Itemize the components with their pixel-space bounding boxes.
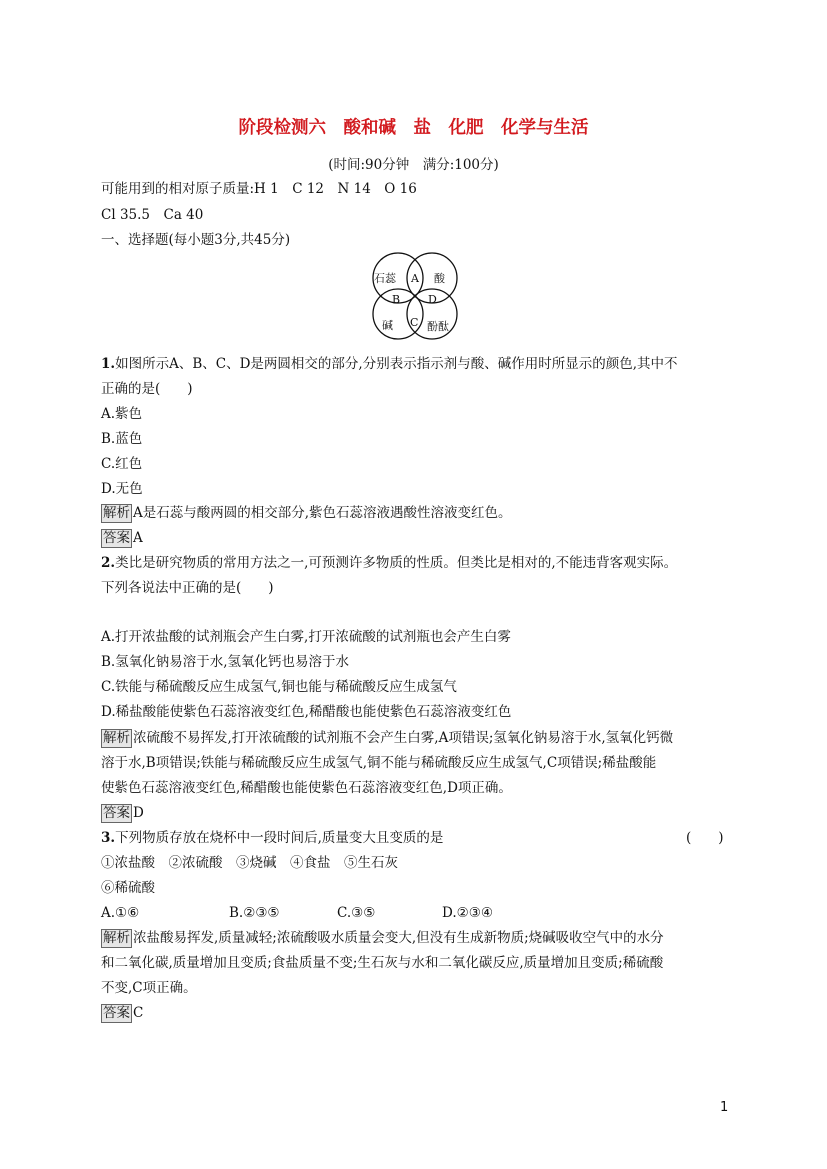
- q3-analysis-line-2: 和二氧化碳,质量增加且变质;食盐质量不变;生石灰与水和二氧化碳反应,质量增加且变质;稀硫酸: [101, 955, 664, 971]
- q1-option-d: D.无色: [101, 481, 143, 497]
- q3-option-a: A.①⑥: [101, 905, 140, 921]
- q1-stem-text-1: 如图所示A、B、C、D是两圆相交的部分,分别表示指示剂与酸、碱作用时所显示的颜色,其中不: [115, 356, 678, 372]
- page-title: 阶段检测六 酸和碱 盐 化肥 化学与生活: [238, 118, 589, 138]
- q3-answer: [101, 1003, 143, 1023]
- q3-number: 3.: [101, 830, 116, 846]
- q1-number: 1.: [101, 356, 116, 372]
- q3-answer-parentheses: ( ): [686, 830, 724, 846]
- q2-option-d: D.稀盐酸能使紫色石蕊溶液变红色,稀醋酸也能使紫色石蕊溶液变红色: [101, 704, 512, 720]
- q1-stem-line-2: 正确的是( ): [101, 381, 193, 397]
- q2-analysis-line-2: 溶于水,B项错误;铁能与稀硫酸反应生成氢气,铜不能与稀硫酸反应生成氢气,C项错误;稀盐酸能: [101, 755, 657, 771]
- q3-answer-value: C: [133, 1005, 144, 1021]
- q1-analysis-text: A是石蕊与酸两圆的相交部分,紫色石蕊溶液遇酸性溶液变红色。: [133, 505, 512, 521]
- q3-items-line-2: ⑥稀硫酸: [101, 880, 155, 896]
- q2-option-a: A.打开浓盐酸的试剂瓶会产生白雾,打开浓硫酸的试剂瓶也会产生白雾: [101, 629, 511, 645]
- region-c: C: [410, 316, 419, 329]
- q2-stem-text-1: 类比是研究物质的常用方法之一,可预测许多物质的性质。但类比是相对的,不能违背客观实际。: [115, 555, 678, 571]
- q1-analysis: [101, 503, 512, 523]
- region-d: D: [428, 293, 437, 306]
- q2-option-c: C.铁能与稀硫酸反应生成氢气,铜也能与稀硫酸反应生成氢气: [101, 679, 457, 695]
- q2-analysis-text-1: 浓硫酸不易挥发,打开浓硫酸的试剂瓶不会产生白雾,A项错误;氢氧化钠易溶于水,氢氧化钙微: [133, 730, 674, 746]
- q2-analysis-line-1: [101, 728, 673, 748]
- q3-option-b: B.②③⑤: [229, 905, 280, 921]
- indicator-venn-diagram: [364, 249, 464, 345]
- atomic-mass-line-2: Cl 35.5 Ca 40: [101, 207, 204, 223]
- q3-analysis-line-1: [101, 928, 664, 948]
- page-number: 1: [720, 1100, 729, 1115]
- q3-option-c: C.③⑤: [337, 905, 376, 921]
- q2-option-b: B.氢氧化钠易溶于水,氢氧化钙也易溶于水: [101, 654, 350, 670]
- q2-number: 2.: [101, 555, 116, 571]
- q3-option-d: D.②③④: [442, 905, 493, 921]
- answer-tag: 答案: [103, 530, 130, 546]
- q2-stem-line-1: [101, 553, 677, 573]
- q1-option-a: A.紫色: [101, 406, 143, 422]
- q2-analysis-line-3: 使紫色石蕊溶液变红色,稀醋酸也能使紫色石蕊溶液变红色,D项正确。: [101, 780, 512, 796]
- q2-answer: [101, 803, 144, 823]
- section-heading: 一、选择题(每小题3分,共45分): [101, 232, 291, 248]
- q1-stem-line-1: [101, 354, 678, 374]
- answer-tag: 答案: [103, 805, 130, 821]
- q2-stem-line-2: 下列各说法中正确的是( ): [101, 580, 274, 596]
- q3-stem: [101, 828, 443, 848]
- q2-answer-value: D: [133, 805, 144, 821]
- q1-answer-value: A: [133, 530, 143, 546]
- atomic-mass-line-1: 可能用到的相对原子质量:H 1 C 12 N 14 O 16: [101, 181, 417, 197]
- q1-answer: [101, 528, 143, 548]
- label-base: 碱: [382, 319, 393, 332]
- q3-stem-text: 下列物质存放在烧杯中一段时间后,质量变大且变质的是: [115, 830, 444, 846]
- q1-option-b: B.蓝色: [101, 431, 143, 447]
- answer-tag: 答案: [103, 1005, 130, 1021]
- analysis-tag: 解析: [103, 730, 130, 746]
- label-acid: 酸: [434, 272, 445, 285]
- q1-option-c: C.红色: [101, 456, 143, 472]
- analysis-tag: 解析: [103, 930, 130, 946]
- q3-analysis-line-3: 不变,C项正确。: [101, 980, 197, 996]
- q3-items-line-1: ①浓盐酸 ②浓硫酸 ③烧碱 ④食盐 ⑤生石灰: [101, 855, 398, 871]
- label-litmus: 石蕊: [374, 272, 396, 285]
- q3-analysis-text-1: 浓盐酸易挥发,质量减轻;浓硫酸吸水质量会变大,但没有生成新物质;烧碱吸收空气中的水分: [133, 930, 664, 946]
- region-b: B: [392, 293, 401, 306]
- label-phenolphthalein: 酚酞: [427, 320, 449, 333]
- analysis-tag: 解析: [103, 505, 130, 521]
- region-a: A: [411, 272, 419, 285]
- exam-info: (时间:90分钟 满分:100分): [328, 157, 499, 173]
